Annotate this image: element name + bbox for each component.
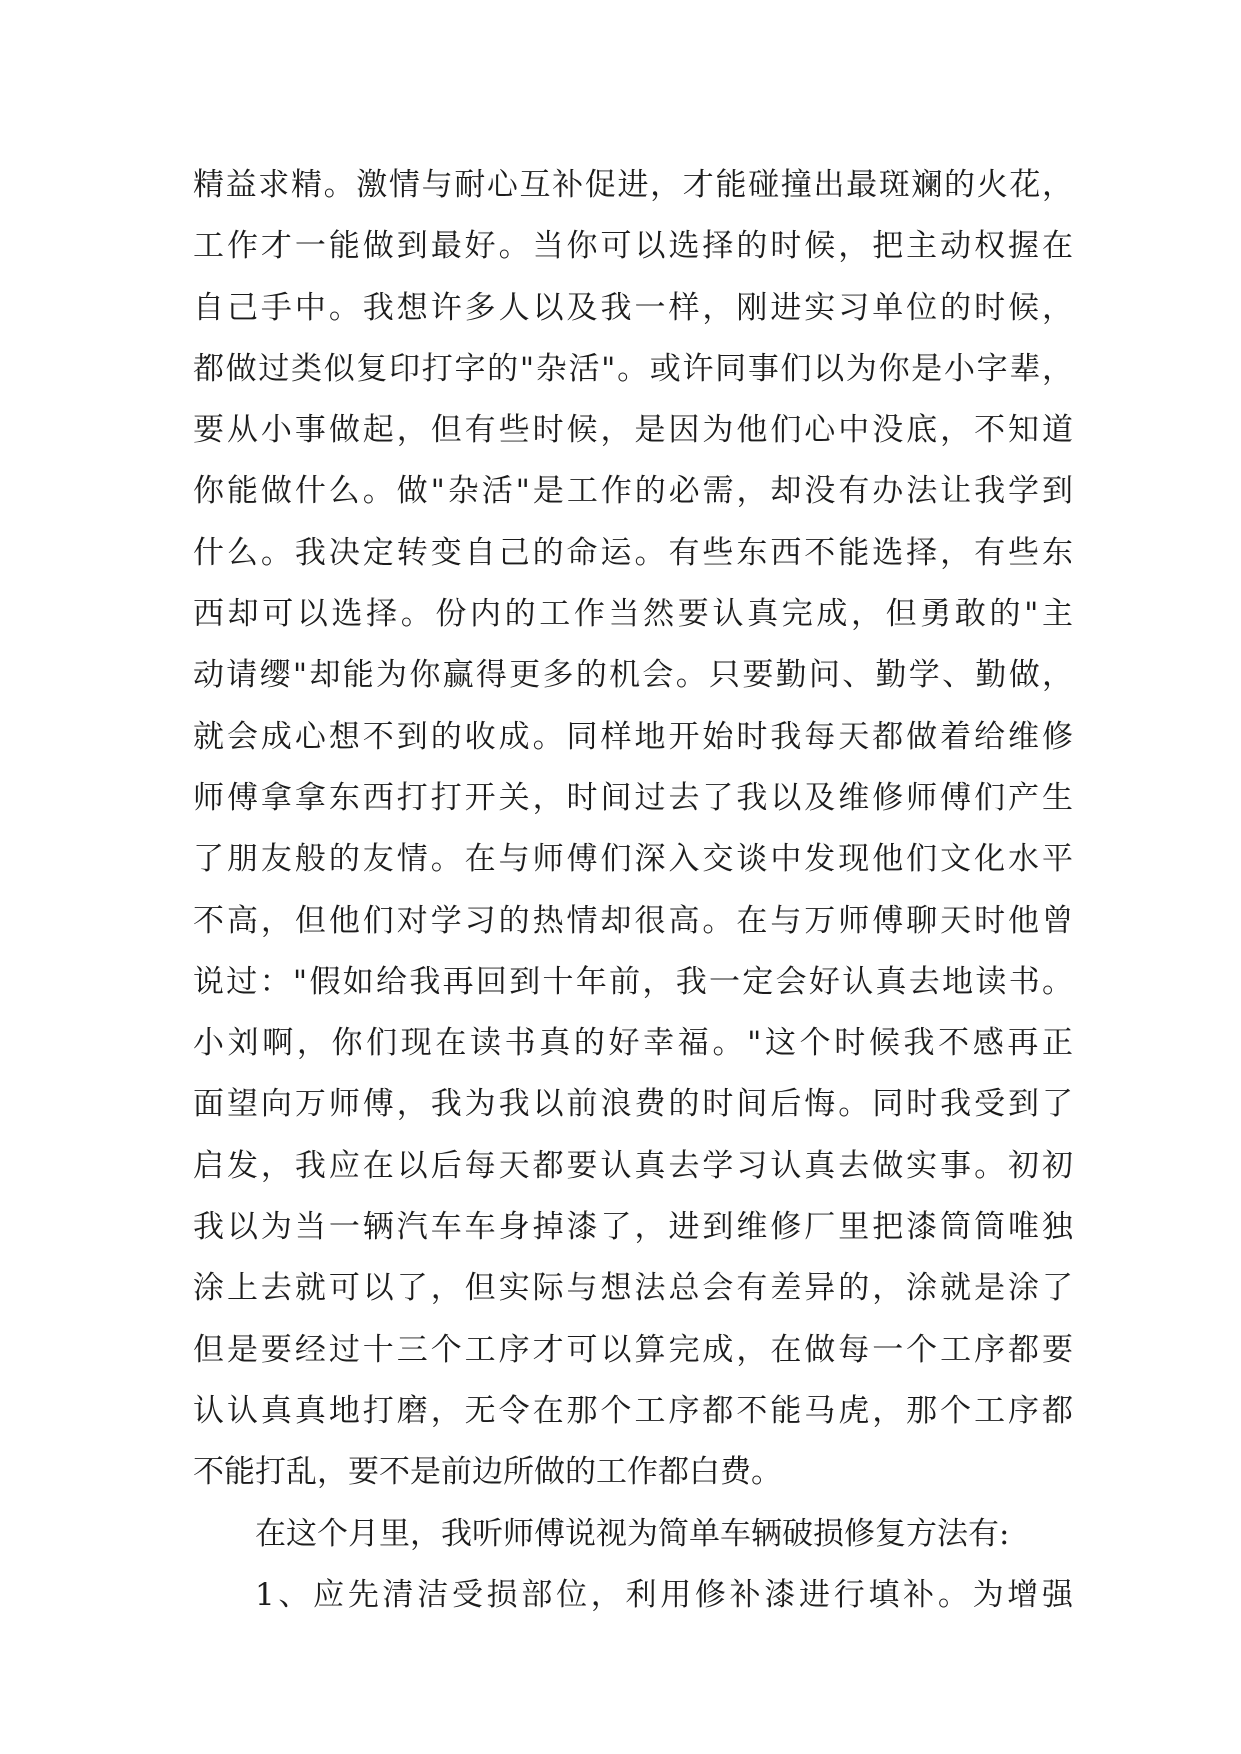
text-line: 说过："假如给我再回到十年前，我一定会好认真去地读书。 xyxy=(193,963,1073,1000)
text-line: 认认真真地打磨，无令在那个工序都不能马虎，那个工序都 xyxy=(193,1392,1073,1429)
text-line: 就会成心想不到的收成。同样地开始时我每天都做着给维修 xyxy=(193,718,1073,755)
text-line: 但是要经过十三个工序才可以算完成，在做每一个工序都要 xyxy=(193,1331,1073,1368)
text-line: 都做过类似复印打字的"杂活"。或许同事们以为你是小字辈， xyxy=(193,350,1073,387)
text-line: 动请缨"却能为你赢得更多的机会。只要勤问、勤学、勤做， xyxy=(193,657,1073,694)
text-line: 小刘啊，你们现在读书真的好幸福。"这个时候我不感再正 xyxy=(193,1025,1073,1062)
text-line: 启发，我应在以后每天都要认真去学习认真去做实事。初初 xyxy=(193,1147,1073,1184)
text-line: 西却可以选择。份内的工作当然要认真完成，但勇敢的"主 xyxy=(193,596,1073,633)
text-line: 面望向万师傅，我为我以前浪费的时间后悔。同时我受到了 xyxy=(193,1086,1073,1123)
paragraph-intro: 在这个月里，我听师傅说视为简单车辆破损修复方法有: xyxy=(255,1515,1010,1552)
text-line: 我以为当一辆汽车车身掉漆了，进到维修厂里把漆筒筒唯独 xyxy=(193,1209,1073,1246)
text-line: 精益求精。激情与耐心互补促进，才能碰撞出最斑斓的火花， xyxy=(193,167,1073,203)
text-line: 不能打乱，要不是前边所做的工作都白费。 xyxy=(193,1454,782,1491)
text-line: 了朋友般的友情。在与师傅们深入交谈中发现他们文化水平 xyxy=(193,841,1073,878)
document-body xyxy=(193,155,1073,1626)
text-line: 要从小事做起，但有些时候，是因为他们心中没底，不知道 xyxy=(193,412,1073,449)
list-item: 1、应先清洁受损部位，利用修补漆进行填补。为增强 xyxy=(255,1576,1073,1613)
text-line: 师傅拿拿东西打打开关，时间过去了我以及维修师傅们产生 xyxy=(193,779,1073,816)
text-line: 什么。我决定转变自己的命运。有些东西不能选择，有些东 xyxy=(193,534,1073,571)
text-line: 自己手中。我想许多人以及我一样，刚进实习单位的时候， xyxy=(193,289,1073,326)
text-line: 涂上去就可以了，但实际与想法总会有差异的，涂就是涂了 xyxy=(193,1270,1073,1307)
text-line: 你能做什么。做"杂活"是工作的必需，却没有办法让我学到 xyxy=(193,473,1073,510)
text-line: 不高，但他们对学习的热情却很高。在与万师傅聊天时他曾 xyxy=(193,902,1073,939)
text-line: 工作才一能做到最好。当你可以选择的时候，把主动权握在 xyxy=(193,228,1073,265)
